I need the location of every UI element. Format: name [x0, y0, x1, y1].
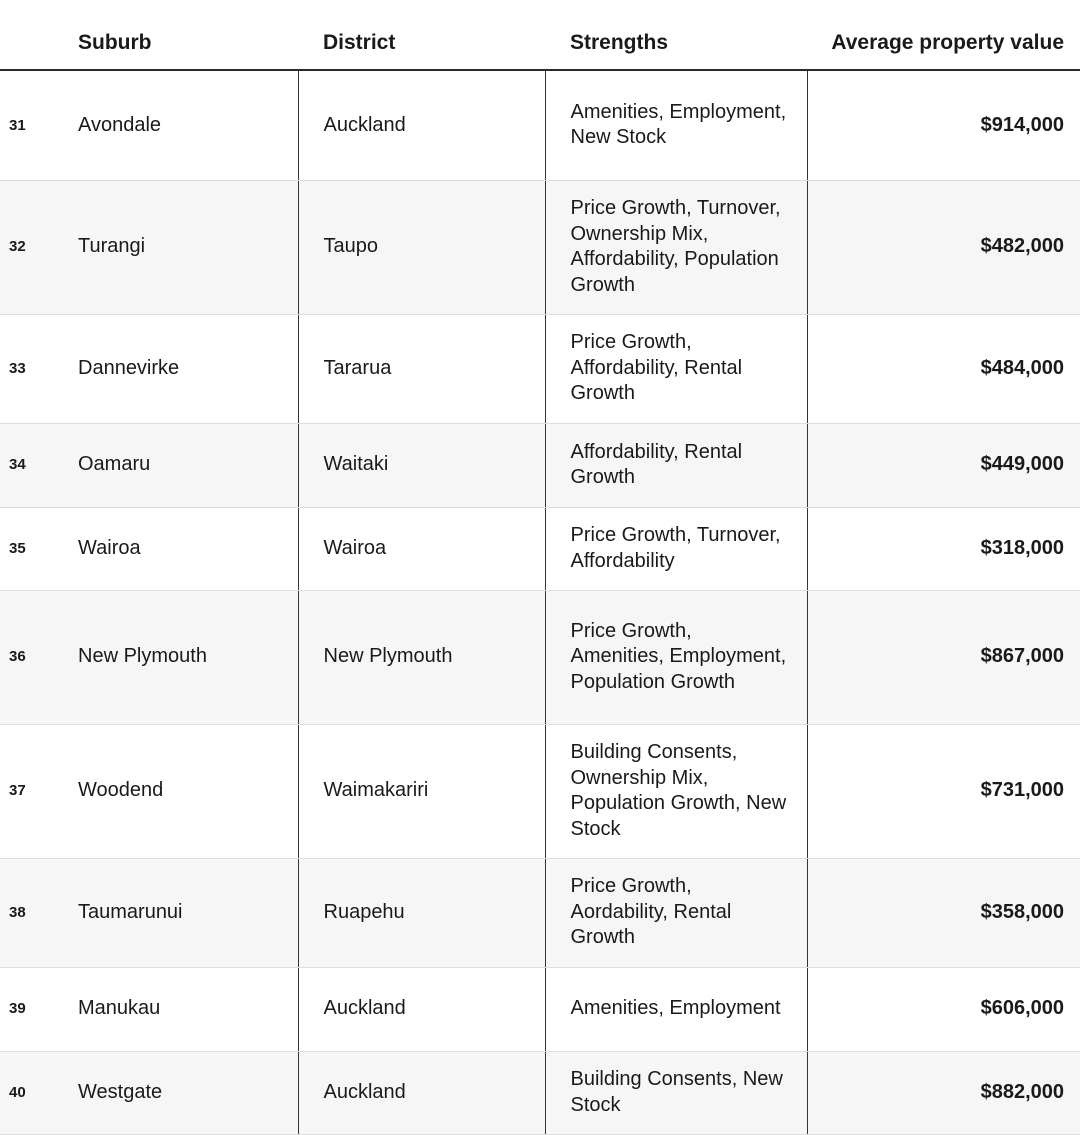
- average-property-value-cell: $482,000: [807, 180, 1080, 314]
- strengths-column-header: Strengths: [545, 0, 807, 70]
- table-row: [0, 180, 1080, 314]
- suburb-cell: Dannevirke: [62, 314, 298, 423]
- table-row: [0, 590, 1080, 724]
- average-property-value-column-header: Average property value: [807, 0, 1080, 70]
- rank-cell: 38: [0, 858, 62, 967]
- district-cell: Tararua: [298, 314, 545, 423]
- average-property-value-cell: $882,000: [807, 1051, 1080, 1134]
- table-row: [0, 70, 1080, 180]
- district-cell: Wairoa: [298, 507, 545, 590]
- strengths-cell: Amenities, Employment, New Stock: [545, 70, 807, 180]
- suburb-cell: Oamaru: [62, 423, 298, 507]
- rank-cell: 31: [0, 70, 62, 180]
- strengths-cell: Price Growth, Aordability, Rental Growth: [545, 858, 807, 967]
- district-cell: Auckland: [298, 70, 545, 180]
- rank-column-header: [0, 0, 62, 70]
- district-cell: Auckland: [298, 967, 545, 1051]
- suburb-cell: Wairoa: [62, 507, 298, 590]
- table-row: [0, 507, 1080, 590]
- strengths-cell: Price Growth, Turnover, Ownership Mix, Affordability, Population Growth: [545, 180, 807, 314]
- average-property-value-cell: $318,000: [807, 507, 1080, 590]
- suburb-cell: Turangi: [62, 180, 298, 314]
- table-header-row: [0, 0, 1080, 70]
- suburb-cell: Taumarunui: [62, 858, 298, 967]
- strengths-cell: Building Consents, New Stock: [545, 1051, 807, 1134]
- strengths-cell: Affordability, Rental Growth: [545, 423, 807, 507]
- table-row: [0, 967, 1080, 1051]
- average-property-value-cell: $358,000: [807, 858, 1080, 967]
- average-property-value-cell: $606,000: [807, 967, 1080, 1051]
- rank-cell: 37: [0, 724, 62, 858]
- suburb-cell: Woodend: [62, 724, 298, 858]
- rank-cell: 33: [0, 314, 62, 423]
- district-cell: Waimakariri: [298, 724, 545, 858]
- rank-cell: 32: [0, 180, 62, 314]
- suburb-cell: Avondale: [62, 70, 298, 180]
- suburb-cell: Manukau: [62, 967, 298, 1051]
- average-property-value-cell: $484,000: [807, 314, 1080, 423]
- table-row: [0, 858, 1080, 967]
- strengths-cell: Building Consents, Ownership Mix, Population Growth, New Stock: [545, 724, 807, 858]
- district-cell: Taupo: [298, 180, 545, 314]
- rank-cell: 40: [0, 1051, 62, 1134]
- strengths-cell: Price Growth, Turnover, Affordability: [545, 507, 807, 590]
- rank-cell: 36: [0, 590, 62, 724]
- strengths-cell: Price Growth, Affordability, Rental Growth: [545, 314, 807, 423]
- rank-cell: 34: [0, 423, 62, 507]
- district-column-header: District: [298, 0, 545, 70]
- district-cell: Auckland: [298, 1051, 545, 1134]
- strengths-cell: Amenities, Employment: [545, 967, 807, 1051]
- table-row: [0, 423, 1080, 507]
- strengths-cell: Price Growth, Amenities, Employment, Population Growth: [545, 590, 807, 724]
- table-row: [0, 314, 1080, 423]
- suburb-column-header: Suburb: [62, 0, 298, 70]
- suburb-cell: Westgate: [62, 1051, 298, 1134]
- average-property-value-cell: $867,000: [807, 590, 1080, 724]
- average-property-value-cell: $731,000: [807, 724, 1080, 858]
- average-property-value-cell: $914,000: [807, 70, 1080, 180]
- district-cell: Ruapehu: [298, 858, 545, 967]
- average-property-value-cell: $449,000: [807, 423, 1080, 507]
- table-body: [0, 70, 1080, 1134]
- district-cell: New Plymouth: [298, 590, 545, 724]
- district-cell: Waitaki: [298, 423, 545, 507]
- rank-cell: 35: [0, 507, 62, 590]
- rank-cell: 39: [0, 967, 62, 1051]
- suburb-cell: New Plymouth: [62, 590, 298, 724]
- table-row: [0, 1051, 1080, 1134]
- table-row: [0, 724, 1080, 858]
